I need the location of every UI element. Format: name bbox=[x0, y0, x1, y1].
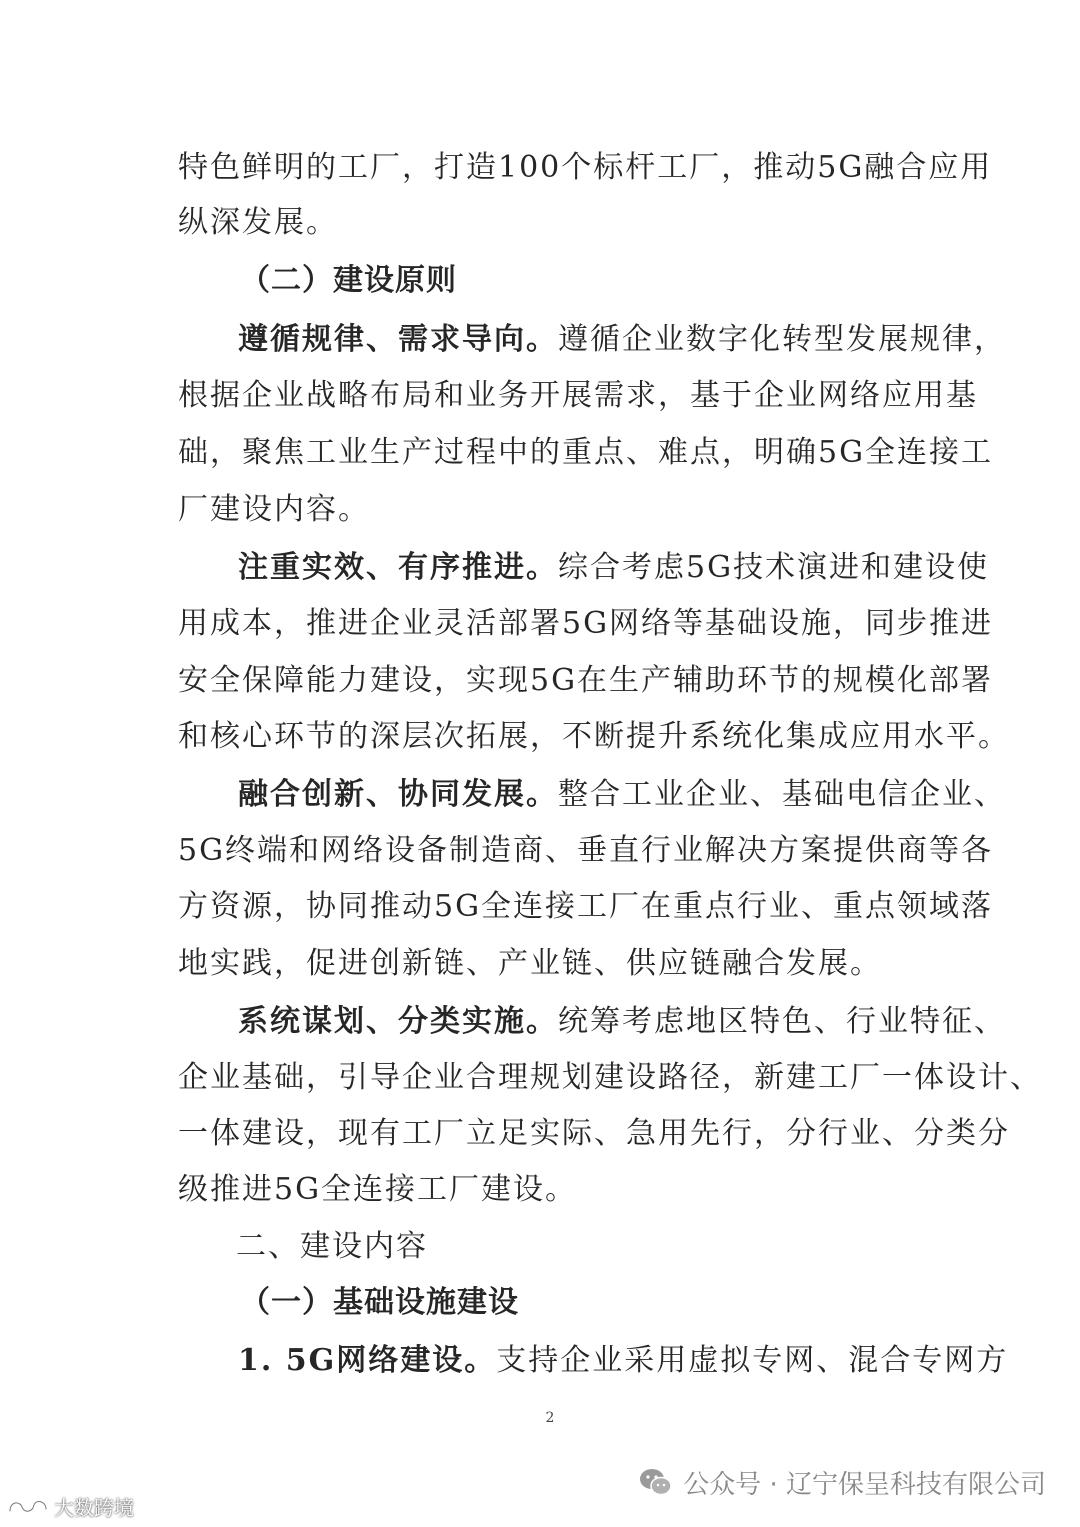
paragraph-line: 根据企业战略布局和业务开展需求，基于企业网络应用基 bbox=[178, 378, 978, 413]
paragraph-line: 和核心环节的深层次拓展，不断提升系统化集成应用水平。 bbox=[178, 719, 1010, 754]
watermark-text: 公众号 · 辽宁保呈科技有限公司 bbox=[683, 1469, 1046, 1500]
paragraph-lead: 注重实效、有序推进。 bbox=[238, 550, 558, 585]
paragraph-lead: 融合创新、协同发展。 bbox=[238, 777, 558, 812]
paragraph-line bbox=[238, 548, 990, 588]
watermark bbox=[639, 1462, 1046, 1502]
paragraph-line bbox=[238, 1341, 1009, 1381]
wechat-icon bbox=[639, 1467, 673, 1497]
paragraph-text: 支持企业采用虚拟专网、混合专网方 bbox=[496, 1343, 1009, 1378]
paragraph-line: 5G终端和网络设备制造商、垂直行业解决方案提供商等各 bbox=[178, 833, 994, 868]
paragraph-line: 方资源，协同推动5G全连接工厂在重点行业、重点领域落 bbox=[178, 889, 994, 924]
paragraph-line: 级推进5G全连接工厂建设。 bbox=[178, 1172, 578, 1207]
paragraph-line bbox=[238, 1002, 1006, 1042]
page-number: 2 bbox=[545, 1410, 555, 1426]
chapter-heading: 二、建设内容 bbox=[236, 1229, 428, 1264]
paragraph-text: 综合考虑5G技术演进和建设使 bbox=[558, 550, 990, 585]
paragraph-lead: 系统谋划、分类实施。 bbox=[238, 1004, 558, 1039]
section-heading: （二）建设原则 bbox=[240, 263, 457, 298]
paragraph-line: 一体建设，现有工厂立足实际、急用先行，分行业、分类分 bbox=[178, 1116, 1010, 1151]
paragraph-line bbox=[238, 775, 1006, 815]
paragraph-line bbox=[238, 320, 1006, 360]
paragraph-line: 纵深发展。 bbox=[178, 205, 338, 240]
paragraph-line: 地实践，促进创新链、产业链、供应链融合发展。 bbox=[178, 946, 882, 981]
paragraph-line: 础，聚焦工业生产过程中的重点、难点，明确5G全连接工 bbox=[178, 435, 994, 470]
paragraph-line: 企业基础，引导企业合理规划建设路径，新建工厂一体设计、 bbox=[178, 1060, 1042, 1095]
paragraph-line: 特色鲜明的工厂，打造100个标杆工厂，推动5G融合应用 bbox=[178, 150, 993, 185]
paragraph-line: 用成本，推进企业灵活部署5G网络等基础设施，同步推进 bbox=[178, 606, 994, 641]
corner-logo-text: 大数跨境 bbox=[54, 1496, 134, 1520]
corner-logo bbox=[6, 1492, 134, 1521]
paragraph-text: 遵循企业数字化转型发展规律， bbox=[558, 322, 1006, 357]
paragraph-lead: 1. 5G网络建设。 bbox=[238, 1343, 497, 1378]
section-heading: （一）基础设施建设 bbox=[240, 1285, 519, 1320]
paragraph-line: 厂建设内容。 bbox=[178, 492, 370, 527]
paragraph-lead: 遵循规律、需求导向。 bbox=[238, 322, 558, 357]
paragraph-line: 安全保障能力建设，实现5G在生产辅助环节的规模化部署 bbox=[178, 663, 994, 698]
brand-logo-icon bbox=[6, 1495, 50, 1519]
paragraph-text: 整合工业企业、基础电信企业、 bbox=[558, 777, 1006, 812]
paragraph-text: 统筹考虑地区特色、行业特征、 bbox=[558, 1004, 1006, 1039]
